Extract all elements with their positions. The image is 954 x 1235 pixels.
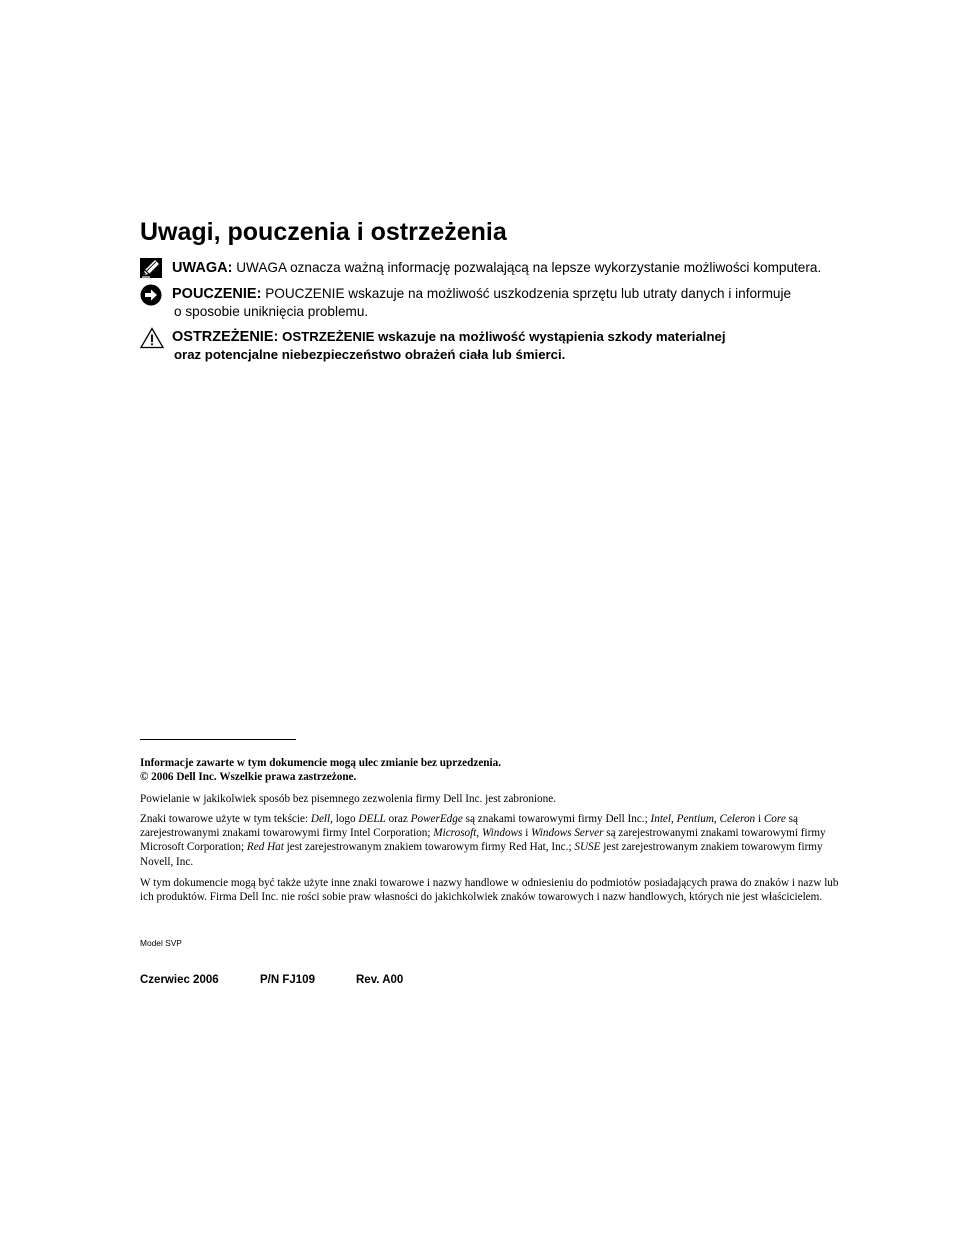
caution-label: OSTRZEŻENIE:	[172, 329, 279, 345]
notice-arrow-icon	[140, 284, 164, 306]
revision: Rev. A00	[356, 974, 404, 986]
notice-text-line1: POUCZENIE wskazuje na możliwość uszkodzenia sprzętu lub utraty danych i informuje	[265, 286, 792, 301]
note-pencil-icon	[140, 258, 164, 280]
caution-block	[140, 328, 726, 363]
copyright-info	[140, 756, 844, 784]
other-trademarks-paragraph	[140, 876, 844, 904]
part-number: P/N FJ109	[260, 974, 315, 986]
note-label: UWAGA:	[172, 260, 233, 276]
notice-text-line2: o sposobie uniknięcia problemu.	[174, 304, 369, 319]
caution-text-line2: oraz potencjalne niebezpieczeństwo obrażeń ciała lub śmierci.	[174, 347, 566, 362]
warning-triangle-icon	[140, 327, 164, 349]
notice-label: POUCZENIE:	[172, 286, 262, 302]
note-text: UWAGA oznacza ważną informację pozwalającą na lepsze wykorzystanie możliwości komputera.	[236, 260, 822, 275]
notice-block	[140, 285, 791, 320]
caution-text-line1: OSTRZEŻENIE wskazuje na możliwość wystąpienia szkody materialnej	[282, 329, 726, 344]
trademarks-text: Znaki towarowe użyte w tym tekście: Dell, logo DELL oraz PowerEdge są znakami towarowymi firmy Dell Inc.; Intel, Pentium, Celeron i Core są zarejestrowanymi znakami towarowymi firmy Intel Corporation; Microsoft, Windows i Windows Server są zarejestrowanymi znakami towarowymi firmy Microsoft Corporation; Red Hat jest zarejestrowanym znakiem towarowym firmy Red Hat, Inc.; SUSE jest zarejestrowanym znakiem towarowym firmy Novell, Inc.	[140, 813, 826, 868]
footnote-divider	[140, 739, 296, 740]
publication-date: Czerwiec 2006	[140, 974, 219, 986]
info-line-copyright: © 2006 Dell Inc. Wszelkie prawa zastrzeżone.	[140, 771, 357, 784]
trademarks-paragraph	[140, 812, 844, 869]
reproduction-text: Powielanie w jakikolwiek sposób bez pisemnego zezwolenia firmy Dell Inc. jest zabronione.	[140, 793, 556, 805]
info-line-change-notice: Informacje zawarte w tym dokumencie mogą ulec zmianie bez uprzedzenia.	[140, 757, 502, 769]
note-block	[140, 259, 821, 277]
reproduction-notice	[140, 792, 844, 806]
model-number: Model SVP	[140, 938, 182, 948]
page-title: Uwagi, pouczenia i ostrzeżenia	[140, 218, 507, 246]
other-trademarks-text: W tym dokumencie mogą być także użyte inne znaki towarowe i nazwy handlowe w odniesieniu do podmiotów posiadających prawa do znaków i nazw lub ich produktów. Firma Dell Inc. nie rości sobie praw własności do jakichkolwiek znaków towarowych i nazw handlowych, których nie jest właścicielem.	[140, 877, 839, 904]
